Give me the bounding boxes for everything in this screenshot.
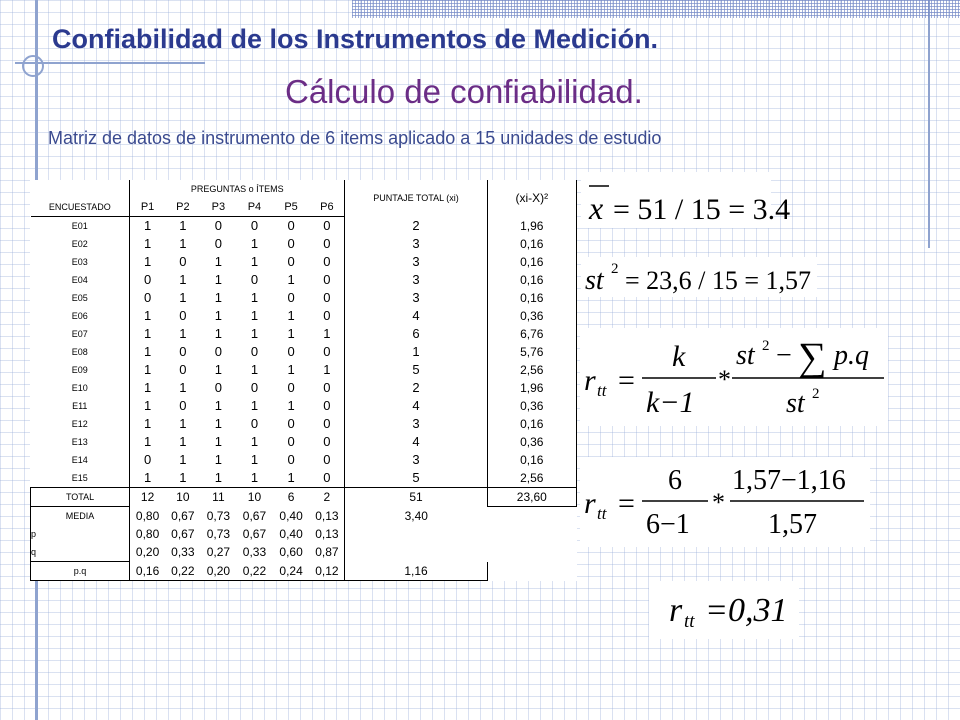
total-score: 3 (345, 253, 487, 271)
total-score: 2 (345, 217, 487, 236)
slide-title: Confiabilidad de los Instrumentos de Medición. (52, 24, 659, 54)
result-value: =0,31 (705, 592, 788, 629)
respondent-id: E01 (71, 221, 88, 231)
item-value: 1 (130, 217, 166, 236)
st-exponent: 2 (762, 338, 770, 354)
summary-value: 0,80 (130, 525, 166, 543)
table-row (31, 397, 577, 415)
summary-value: 0,67 (242, 527, 267, 541)
item-value: 1 (250, 434, 259, 449)
item-value: 1 (287, 398, 295, 413)
table-row (31, 325, 577, 343)
summary-row (31, 488, 577, 507)
respondent-id: E06 (71, 311, 88, 321)
deviation-squared: 0,36 (487, 433, 576, 451)
item-header: P1 (130, 198, 166, 217)
mean-expression: = 51 / 15 = 3.4 (613, 193, 791, 226)
respondent-id: E15 (31, 469, 130, 488)
total-score: 5 (345, 469, 487, 488)
respondent-id: E14 (71, 455, 88, 465)
summary-row (31, 562, 577, 581)
item-value: 0 (130, 271, 166, 289)
item-value: 1 (236, 469, 273, 488)
summary-value: 0,13 (315, 508, 339, 523)
table-row (31, 469, 577, 488)
summary-value: 0,22 (165, 562, 201, 581)
respondent-id: E02 (71, 239, 88, 249)
respondent-id: E13 (71, 437, 88, 447)
summary-value: 0,40 (279, 527, 303, 541)
k-numerator: k (672, 340, 686, 373)
summary-total (345, 543, 487, 562)
respondent-id: E04 (71, 275, 88, 285)
summary-value: 0,67 (171, 527, 195, 541)
item-value: 1 (323, 326, 331, 341)
summary-value: 0,13 (315, 527, 339, 541)
deviation-squared: 6,76 (487, 325, 576, 343)
item-value: 1 (179, 290, 187, 305)
item-value: 1 (130, 469, 166, 488)
total-score: 3 (345, 289, 487, 307)
item-value: 0 (214, 380, 222, 395)
item-value: 1 (130, 343, 166, 361)
summary-total (345, 525, 487, 543)
item-value: 0 (250, 344, 259, 359)
item-value: 1 (214, 254, 222, 269)
summary-total: 1,16 (345, 562, 487, 581)
summary-value: 0,16 (130, 562, 166, 581)
applied-numerator-2: 1,57−1,16 (732, 465, 846, 496)
item-value: 0 (287, 344, 295, 359)
respondent-id: E05 (71, 293, 88, 303)
applied-numerator: 6 (668, 465, 682, 496)
item-value: 1 (323, 362, 331, 377)
item-value: 0 (179, 362, 187, 377)
k-denominator: k−1 (646, 386, 695, 419)
item-value: 1 (250, 452, 259, 467)
variance-expression: = 23,6 / 15 = 1,57 (625, 266, 812, 295)
item-value: 1 (130, 433, 166, 451)
item-value: 0 (323, 416, 331, 431)
summary-value: 0,40 (279, 508, 303, 523)
item-value: 1 (130, 415, 166, 433)
deviation-squared: 0,16 (487, 235, 576, 253)
summary-value: 0,33 (242, 545, 267, 560)
item-value: 1 (130, 253, 166, 271)
decorative-circle-icon (22, 55, 44, 77)
equals-sign: = (618, 487, 635, 520)
summary-value: 0,67 (171, 508, 195, 523)
applied-formula (580, 457, 870, 547)
item-value: 0 (287, 236, 295, 251)
item-value: 0 (287, 254, 295, 269)
item-value: 1 (130, 235, 166, 253)
respondent-id: E10 (71, 383, 88, 393)
item-value: 0 (323, 308, 331, 323)
summary-value: 0,12 (309, 562, 345, 581)
item-value: 1 (287, 308, 295, 323)
item-header: P3 (201, 198, 237, 217)
variance-formula (581, 257, 817, 297)
summary-value: 10 (247, 490, 262, 505)
summary-row (31, 507, 577, 526)
item-value: 0 (287, 416, 295, 431)
item-value: 0 (323, 236, 331, 251)
item-value: 0 (179, 398, 187, 413)
deviation-squared: 0,36 (487, 397, 576, 415)
item-value: 1 (130, 379, 166, 397)
item-value: 0 (287, 380, 295, 395)
summary-deviation (487, 507, 576, 526)
total-score: 3 (345, 235, 487, 253)
r-subscript: tt (597, 504, 607, 523)
item-value: 0 (250, 416, 259, 431)
item-value: 1 (130, 325, 166, 343)
data-matrix-table (30, 180, 577, 581)
item-value: 0 (323, 272, 331, 287)
sum-symbol: ∑ (798, 334, 827, 379)
total-score: 4 (345, 307, 487, 325)
item-value: 1 (250, 308, 259, 323)
deviation-squared: 2,56 (487, 361, 576, 379)
deviation-squared: 1,96 (487, 217, 576, 236)
respondent-id: E12 (71, 419, 88, 429)
slide-subtitle: Cálculo de confiabilidad. (285, 73, 643, 110)
decorative-top-band (352, 0, 960, 18)
item-value: 0 (287, 218, 295, 233)
item-value: 1 (287, 272, 295, 287)
summary-value: 0,73 (206, 527, 231, 541)
deviation-squared: 5,76 (487, 343, 576, 361)
item-value: 1 (250, 236, 259, 251)
item-value: 1 (179, 434, 187, 449)
summary-value: 0,22 (236, 562, 273, 581)
item-value: 1 (214, 326, 222, 341)
item-header: P4 (236, 198, 273, 217)
item-value: 1 (214, 452, 222, 467)
summary-label: p (31, 525, 130, 543)
table-row (31, 343, 577, 361)
item-value: 1 (179, 416, 187, 431)
item-value: 0 (323, 218, 331, 233)
summary-value: 0,20 (201, 562, 237, 581)
item-value: 1 (179, 272, 187, 287)
deviation-squared: 0,16 (487, 271, 576, 289)
r-symbol: r (584, 487, 596, 520)
deviation-squared: 0,16 (487, 451, 576, 469)
table-row (31, 361, 577, 379)
variance-exponent: 2 (611, 261, 619, 277)
item-value: 0 (323, 344, 331, 359)
item-value: 0 (323, 452, 331, 467)
item-value: 0 (179, 308, 187, 323)
summary-deviation: 23,60 (487, 488, 576, 507)
total-score: 3 (345, 271, 487, 289)
item-value: 1 (250, 326, 259, 341)
item-value: 1 (250, 290, 259, 305)
item-value: 1 (250, 398, 259, 413)
result-formula (649, 581, 799, 639)
item-value: 1 (201, 469, 237, 488)
summary-total: 3,40 (345, 507, 487, 526)
deviation-squared: 0,36 (487, 307, 576, 325)
multiply-sign: * (718, 365, 731, 394)
summary-value: 11 (212, 490, 225, 505)
matrix-description: Matriz de datos de instrumento de 6 items aplicado a 15 unidades de estudio (48, 128, 662, 148)
summary-value: 0,24 (273, 562, 310, 581)
table-row (31, 217, 577, 236)
item-value: 1 (179, 326, 187, 341)
item-value: 1 (214, 308, 222, 323)
table-row (31, 307, 577, 325)
table-row (31, 271, 577, 289)
variance-symbol: st (585, 265, 604, 296)
item-value: 0 (323, 290, 331, 305)
summary-label: TOTAL (31, 488, 130, 507)
item-value: 0 (214, 236, 222, 251)
respondent-header: ENCUESTADO (31, 198, 130, 217)
item-value: 0 (130, 289, 166, 307)
item-value: 0 (323, 398, 331, 413)
respondent-id: E08 (71, 347, 88, 357)
item-value: 1 (250, 254, 259, 269)
item-value: 0 (179, 254, 187, 269)
r-symbol: r (669, 592, 683, 629)
total-score: 3 (345, 451, 487, 469)
table-row (31, 433, 577, 451)
total-score: 5 (345, 361, 487, 379)
summary-value: 0,60 (279, 545, 303, 560)
item-value: 0 (179, 344, 187, 359)
item-value: 1 (179, 452, 187, 467)
item-value: 1 (214, 272, 222, 287)
equals-sign: = (618, 364, 635, 397)
table-row (31, 379, 577, 397)
decorative-vertical-line-right (928, 0, 930, 248)
summary-value: 0,33 (171, 545, 195, 560)
deviation-squared: 0,16 (487, 289, 576, 307)
summary-value: 0,80 (130, 507, 166, 526)
summary-deviation (487, 525, 576, 543)
table-row (31, 451, 577, 469)
summary-value: 6 (287, 490, 295, 505)
summary-value: 0,67 (242, 508, 267, 523)
total-score: 6 (345, 325, 487, 343)
item-value: 1 (130, 361, 166, 379)
item-value: 1 (179, 380, 187, 395)
items-group-header: PREGUNTAS o ÍTEMS (130, 180, 345, 198)
st-numerator: st (736, 340, 755, 371)
item-value: 0 (250, 272, 259, 287)
item-value: 1 (250, 362, 259, 377)
item-value: 0 (214, 218, 222, 233)
item-value: 1 (273, 469, 310, 488)
item-value: 0 (323, 380, 331, 395)
item-value: 1 (179, 236, 187, 251)
item-value: 1 (130, 397, 166, 415)
item-value: 1 (214, 290, 222, 305)
respondent-id: E09 (71, 365, 88, 375)
item-value: 0 (287, 434, 295, 449)
summary-deviation (487, 543, 576, 562)
mean-symbol: x (589, 190, 604, 226)
applied-denominator-2: 1,57 (768, 509, 817, 540)
item-value: 0 (250, 380, 259, 395)
total-score-header: PUNTAJE TOTAL (xi) (345, 180, 487, 217)
table-row (31, 289, 577, 307)
minus-sign: − (776, 340, 792, 371)
summary-total: 51 (345, 488, 487, 507)
item-value: 0 (287, 290, 295, 305)
total-score: 4 (345, 397, 487, 415)
total-score: 4 (345, 433, 487, 451)
deviation-squared: 2,56 (487, 469, 576, 488)
item-value: 0 (309, 469, 345, 488)
multiply-sign: * (712, 488, 725, 517)
item-value: 1 (287, 326, 295, 341)
item-header: P2 (165, 198, 201, 217)
item-value: 1 (214, 416, 222, 431)
deviation-squared: 1,96 (487, 379, 576, 397)
total-score: 2 (345, 379, 487, 397)
summary-label: MEDIA (31, 507, 130, 526)
item-value: 1 (130, 307, 166, 325)
summary-row (31, 543, 577, 562)
r-subscript: tt (684, 611, 695, 632)
total-score: 3 (345, 415, 487, 433)
deviation-squared: 0,16 (487, 253, 576, 271)
item-header: P6 (309, 198, 345, 217)
item-value: 0 (323, 254, 331, 269)
summary-value: 0,73 (206, 508, 231, 523)
item-value: 1 (214, 434, 222, 449)
summary-value: 0,20 (130, 543, 166, 562)
item-value: 1 (179, 218, 187, 233)
applied-denominator: 6−1 (646, 509, 690, 540)
item-value: 1 (214, 398, 222, 413)
summary-value: 2 (323, 490, 331, 505)
total-score: 1 (345, 343, 487, 361)
summary-deviation (487, 562, 576, 581)
item-value: 0 (323, 434, 331, 449)
item-header: P5 (273, 198, 310, 217)
table-header-row-1 (31, 180, 577, 198)
st-denominator: st (786, 388, 805, 419)
r-symbol: r (584, 364, 596, 397)
item-value: 1 (165, 469, 201, 488)
item-value: 1 (214, 362, 222, 377)
summary-label: p.q (31, 562, 130, 581)
item-value: 0 (214, 344, 222, 359)
summary-label: q (31, 543, 130, 562)
table-row (31, 235, 577, 253)
item-value: 1 (287, 362, 295, 377)
table-row (31, 415, 577, 433)
summary-row (31, 525, 577, 543)
item-value: 0 (287, 452, 295, 467)
summary-value: 0,87 (315, 545, 339, 560)
deviation-header: (xi-X)² (487, 180, 576, 217)
summary-value: 0,27 (206, 545, 231, 560)
r-subscript: tt (597, 381, 607, 400)
summary-value: 12 (130, 488, 166, 507)
item-value: 0 (130, 451, 166, 469)
respondent-id: E07 (71, 329, 88, 339)
table-row (31, 253, 577, 271)
pq-term: p.q (834, 340, 869, 371)
item-value: 0 (250, 218, 259, 233)
summary-value: 10 (176, 490, 190, 505)
respondent-id: E11 (72, 401, 88, 411)
mean-formula (581, 172, 791, 228)
respondent-id: E03 (71, 257, 88, 267)
kr20-formula (580, 328, 888, 426)
st-exponent: 2 (812, 386, 820, 402)
deviation-squared: 0,16 (487, 415, 576, 433)
